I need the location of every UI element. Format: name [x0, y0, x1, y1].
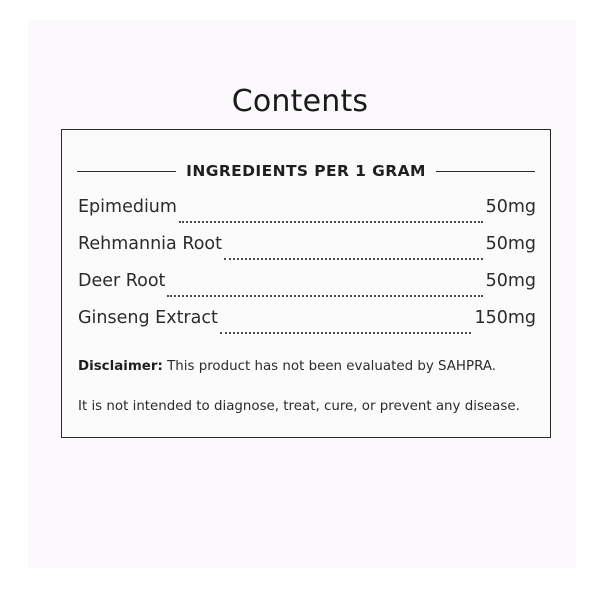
ingredients-heading-row — [77, 160, 535, 182]
dot-leader — [167, 295, 482, 297]
ingredient-amount: 50mg — [485, 197, 536, 217]
disclaimer — [78, 359, 540, 374]
page-title: Contents — [231, 84, 369, 119]
ingredient-row — [78, 197, 536, 234]
ingredient-row — [78, 234, 536, 271]
ingredient-row — [78, 308, 536, 345]
ingredient-name: Deer Root — [78, 271, 166, 291]
ingredients-heading: INGREDIENTS PER 1 GRAM — [186, 162, 426, 180]
heading-rule-right — [436, 171, 535, 172]
dot-leader — [224, 258, 483, 260]
ingredient-row — [78, 271, 536, 308]
ingredient-amount: 50mg — [485, 271, 536, 291]
ingredient-amount: 50mg — [485, 234, 536, 254]
ingredient-name: Rehmannia Root — [78, 234, 222, 254]
disclaimer-label: Disclaimer: — [78, 359, 163, 374]
disclaimer-text: This product has not been evaluated by SAHPRA. — [167, 359, 497, 374]
disclaimer-note: It is not intended to diagnose, treat, cure, or prevent any disease. — [78, 399, 520, 414]
ingredients-panel — [61, 129, 551, 438]
dot-leader — [179, 221, 483, 223]
heading-rule-left — [77, 171, 176, 172]
ingredient-name: Epimedium — [78, 197, 177, 217]
ingredient-amount: 150mg — [474, 308, 536, 328]
dot-leader — [220, 332, 472, 334]
ingredients-list — [78, 197, 536, 345]
ingredient-name: Ginseng Extract — [78, 308, 218, 328]
